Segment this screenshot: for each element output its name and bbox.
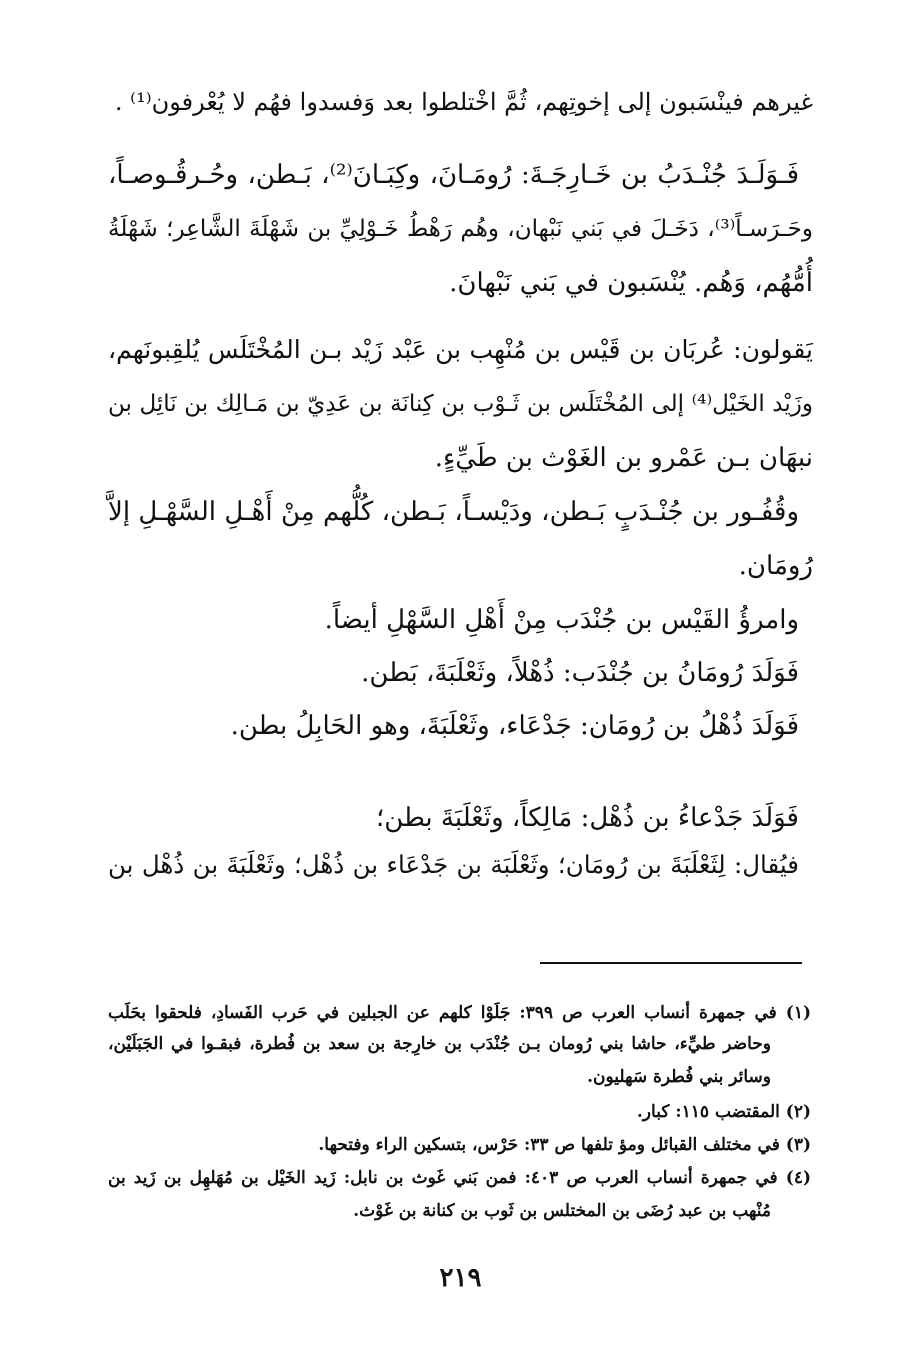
text-line: فَوَلَدَ ذُهْلُ بن رُومَان: جَدْعَاء، وثَعْلَبَةَ، وهو الحَابِلُ بطن.	[230, 711, 799, 741]
footnote-line: مُنْهب بن عبد رُضَى بن المختلس بن ثَوب بن كنانة بن غَوْث.	[353, 1201, 771, 1221]
text-line: فيُقال: لِثَعْلَبَةَ بن رُومَان؛ وثَعْلَبَة بن جَدْعَاء بن ذُهْل؛ وثَعْلَبَةَ بن ذُهْل بن	[108, 850, 799, 879]
text-line: نبهَان بـن عَمْرو بن الغَوْث بن طَيِّءٍ.	[434, 443, 813, 473]
footnote-line: (٣) في مختلف القبائل ومؤ تلفها ص ٣٣: حَرْس، بتسكين الراء وفتحها.	[318, 1135, 811, 1155]
text-line: وحَـرَسـاً⁽³⁾، دَخَـلَ في بَني نَبْهان، وهُم رَهْطُ خَـوْلِيِّ بن شَهْلَةَ الشَّاعِر؛ شَهْلَةُ	[108, 216, 813, 242]
footnote-line: (١) في جمهرة أنساب العرب ص ٣٩٩: جَلَوْا كلهم عن الجبلين في حَرب الفَسادِ، فلحقوا بحَلَب	[108, 1003, 812, 1023]
page-number: ٢١٩	[439, 1263, 482, 1293]
text-line: وزَيْد الخَيْل⁽⁴⁾ إلى المُخْتَلَس بن ثَـوْب بن كِنانَة بن عَدِيّ بن مَـالِك بن نَائِل بن	[108, 391, 813, 417]
text-line: يَقولون: عُربَان بن قَيْس بن مُنْهِب بن عَبْد زَيْد بـن المُخْتَلَس يُلقِبونَهم،	[108, 335, 813, 364]
text-line: وامرؤُ القَيْس بن جُنْدَب مِنْ أَهْلِ السَّهْلِ أيضاً.	[324, 605, 799, 635]
text-line: فَـوَلَـدَ جُنْـدَبُ بن خَـارِجَـةَ: رُومَـانَ، وكِبَـانَ⁽²⁾، بَـطن، وحُـرقُـوصـاً،	[108, 160, 800, 190]
footnote-line: وحاضر طيِّء، حاشا بني رُومان بـن جُنْدَب بن خارِجة بن سعد بن فُطرة، فبقـوا في الجَبَلَيْن،	[108, 1034, 771, 1054]
footnote-separator	[540, 962, 802, 964]
text-line: فَوَلَدَ جَدْعاءُ بن ذُهْل: مَالِكاً، وثَعْلَبَةَ بطن؛	[376, 803, 799, 833]
footnote-line: (٢) المقتضب ١١٥: كبار.	[636, 1102, 811, 1122]
text-line: أُمُّهُم، وَهُم. يُنْسَبون في بَني نَبْهانَ.	[449, 268, 813, 298]
text-line: وقُفُـور بن جُنْـدَبٍ بَـطن، ودَيْسـاً، بَـطن، كُلُّهم مِنْ أَهْـلِ السَّهْـلِ إلاَّ	[108, 497, 799, 527]
footnote-line: (٤) في جمهرة أنساب العرب ص ٤٠٣: فمن بَني غَوث بن نابل: زَيد الخَيْل بن مُهَلهِل بن زَيد بن	[108, 1168, 811, 1188]
footnote-line: وسائر بني فُطرة سَهليون.	[587, 1067, 771, 1087]
text-line: فَوَلَدَ رُومَانُ بن جُنْدَب: ذُهْلاً، وثَعْلَبَةَ، بَطن.	[361, 658, 799, 688]
text-line: غيرهم فينْسَبون إلى إخوتِهم، ثُمَّ اخْتلطوا بعد وَفسدوا فهُم لا يُعْرفون⁽¹⁾ .	[114, 88, 813, 116]
text-line: رُومَان.	[738, 551, 813, 581]
